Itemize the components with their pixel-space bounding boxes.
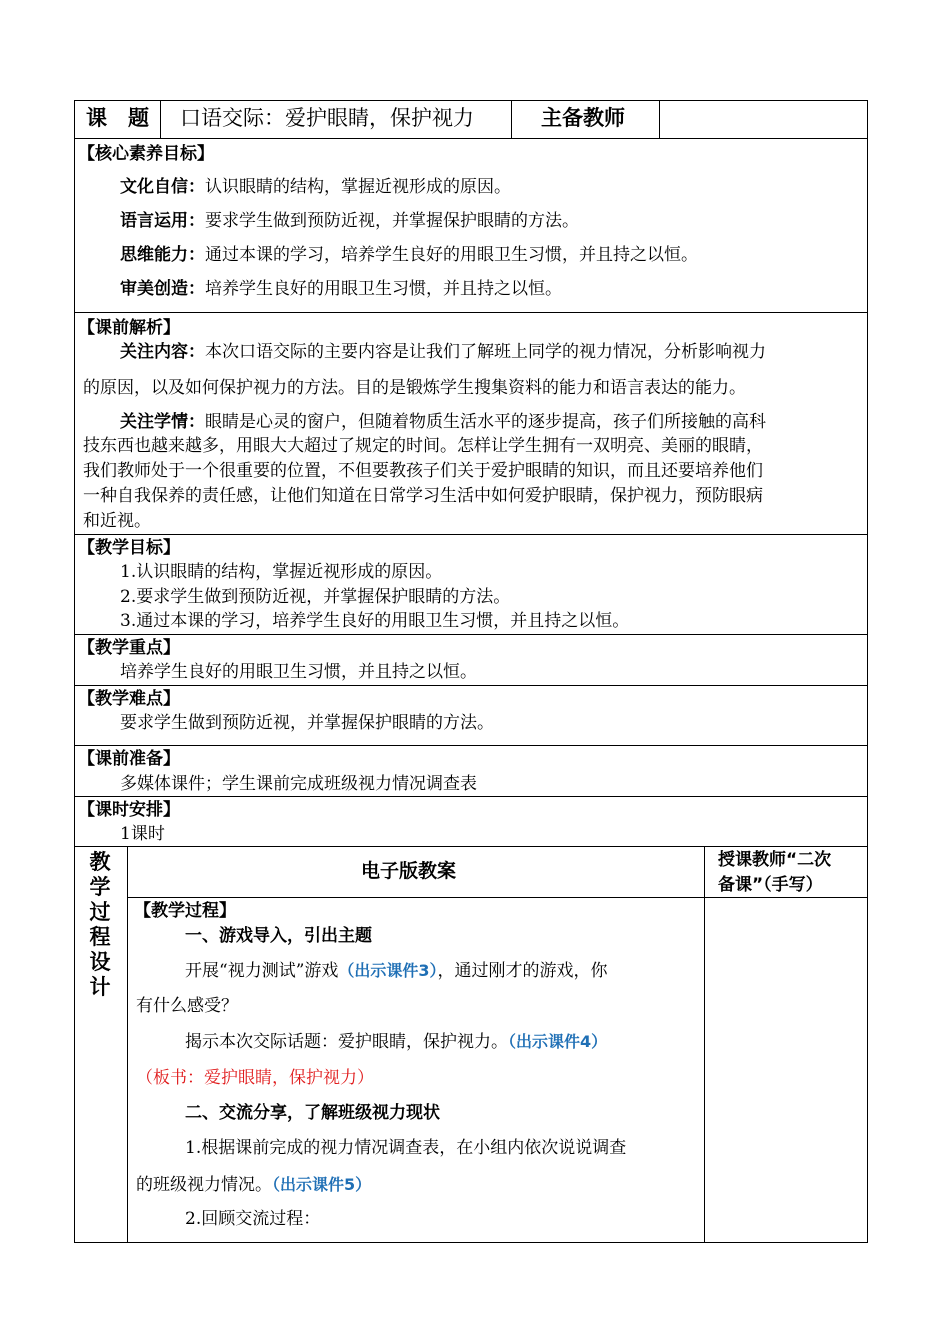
step2-p1-b: 的班级视力情况。 <box>136 1175 272 1195</box>
row-line <box>74 534 868 535</box>
courseware-tag-5: （出示课件5） <box>272 1175 372 1194</box>
core-item-1 <box>120 175 511 200</box>
step2-title: 二、交流分享，了解班级视力现状 <box>185 1103 440 1123</box>
side-char: 程 <box>89 925 111 949</box>
goal-item-2: 2.要求学生做到预防近视，并掌握保护眼睛的方法。 <box>120 587 511 607</box>
core-item-text: 通过本课的学习，培养学生良好的用眼卫生习惯，并且持之以恒。 <box>205 245 698 265</box>
core-item-2 <box>120 209 579 234</box>
step2-p1-line2 <box>136 1172 371 1198</box>
core-item-label: 思维能力： <box>120 245 205 265</box>
subject-value: 口语交际：爱护眼睛，保护视力 <box>180 106 474 130</box>
difficulty-text: 要求学生做到预防近视，并掌握保护眼睛的方法。 <box>120 713 494 733</box>
schedule-title: 【课时安排】 <box>78 800 180 820</box>
analysis-student-line2: 技东西也越来越多，用眼大大超过了规定的时间。怎样让学生拥有一双明亮、美丽的眼睛， <box>83 436 763 456</box>
difficulty-title: 【教学难点】 <box>78 689 180 709</box>
teacher-label: 主备教师 <box>541 106 625 130</box>
side-char: 设 <box>89 950 111 974</box>
analysis-student-line3: 我们教师处于一个很重要的位置，不但要教孩子们关于爱护眼睛的知识，而且还要培养他们 <box>83 461 763 481</box>
table-border-left <box>74 100 75 1243</box>
step1-title: 一、游戏导入，引出主题 <box>185 926 372 946</box>
focus-text: 培养学生良好的用眼卫生习惯，并且持之以恒。 <box>120 662 477 682</box>
analysis-content-text: 本次口语交际的主要内容是让我们了解班上同学的视力情况，分析影响视力 <box>205 342 766 362</box>
goals-title: 【教学目标】 <box>78 538 180 558</box>
row-line <box>74 796 868 797</box>
design-side-label <box>88 850 112 1000</box>
step1-p1-line2: 有什么感受？ <box>136 996 238 1016</box>
goal-item-1: 1.认识眼睛的结构，掌握近视形成的原因。 <box>120 562 443 582</box>
process-title: 【教学过程】 <box>134 901 236 921</box>
table-border-right <box>867 100 868 1243</box>
analysis-student-label: 关注学情： <box>120 412 205 432</box>
core-item-text: 要求学生做到预防近视，并掌握保护眼睛的方法。 <box>205 211 579 231</box>
analysis-content-line1 <box>120 340 766 365</box>
analysis-student-line5: 和近视。 <box>83 511 151 531</box>
schedule-text: 1课时 <box>120 824 165 844</box>
core-item-label: 文化自信： <box>120 177 205 197</box>
subject-label: 课 题 <box>86 106 149 130</box>
analysis-student-line4: 一种自我保养的责任感，让他们知道在日常学习生活中如何爱护眼睛，保护视力，预防眼病 <box>83 486 763 506</box>
analysis-student-text: 眼睛是心灵的窗户，但随着物质生活水平的逐步提高，孩子们所接触的高科 <box>205 412 766 432</box>
analysis-content-label: 关注内容： <box>120 342 205 362</box>
focus-title: 【教学重点】 <box>78 638 180 658</box>
row-line <box>74 745 868 746</box>
header-divider-1 <box>160 100 161 138</box>
core-item-3 <box>120 243 698 268</box>
header-divider-3 <box>659 100 660 138</box>
table-border-bottom <box>74 1242 868 1243</box>
prep-title: 【课前准备】 <box>78 749 180 769</box>
header-divider-2 <box>511 100 512 138</box>
step2-p2: 2.回顾交流过程： <box>185 1209 321 1229</box>
analysis-title: 【课前解析】 <box>78 318 180 338</box>
prep-text: 多媒体课件；学生课前完成班级视力情况调查表 <box>120 774 477 794</box>
step2-p1-line1: 1.根据课前完成的视力情况调查表，在小组内依次说说调查 <box>185 1138 627 1158</box>
core-item-text: 培养学生良好的用眼卫生习惯，并且持之以恒。 <box>205 279 562 299</box>
analysis-student-line1 <box>120 410 766 435</box>
core-item-4 <box>120 277 562 302</box>
design-right-title-2: 备课”（手写） <box>718 875 823 895</box>
row-line <box>74 846 868 847</box>
goal-item-3: 3.通过本课的学习，培养学生良好的用眼卫生习惯，并且持之以恒。 <box>120 611 630 631</box>
row-line <box>74 685 868 686</box>
row-line <box>74 138 868 139</box>
courseware-tag-3: （出示课件3） <box>338 961 438 980</box>
step1-p2-a: 揭示本次交际话题：爱护眼睛，保护视力。 <box>185 1032 508 1052</box>
core-title: 【核心素养目标】 <box>78 144 214 164</box>
courseware-tag-4: （出示课件4） <box>508 1032 608 1051</box>
table-border-top <box>74 100 868 101</box>
design-col-title: 电子版教案 <box>361 860 457 882</box>
side-char: 计 <box>89 975 111 999</box>
core-item-label: 语言运用： <box>120 211 205 231</box>
step1-p1-line1 <box>185 958 608 984</box>
core-item-text: 认识眼睛的结构，掌握近视形成的原因。 <box>205 177 511 197</box>
step1-p1-b: ，通过刚才的游戏，你 <box>437 961 608 981</box>
design-right-title-1: 授课教师“二次 <box>718 850 832 870</box>
board-note: （板书：爱护眼睛，保护视力） <box>136 1068 374 1088</box>
analysis-content-line2: 的原因，以及如何保护视力的方法。目的是锻炼学生搜集资料的能力和语言表达的能力。 <box>83 378 746 398</box>
side-char: 教 <box>89 850 111 874</box>
step1-p2-line1 <box>185 1029 607 1055</box>
side-char: 学 <box>89 875 111 899</box>
row-line <box>74 312 868 313</box>
step1-p1-a: 开展“视力测试”游戏 <box>185 961 339 981</box>
design-col-right <box>704 846 705 1243</box>
design-col-left <box>127 846 128 1243</box>
side-char: 过 <box>89 900 111 924</box>
row-line <box>74 634 868 635</box>
core-item-label: 审美创造： <box>120 279 205 299</box>
